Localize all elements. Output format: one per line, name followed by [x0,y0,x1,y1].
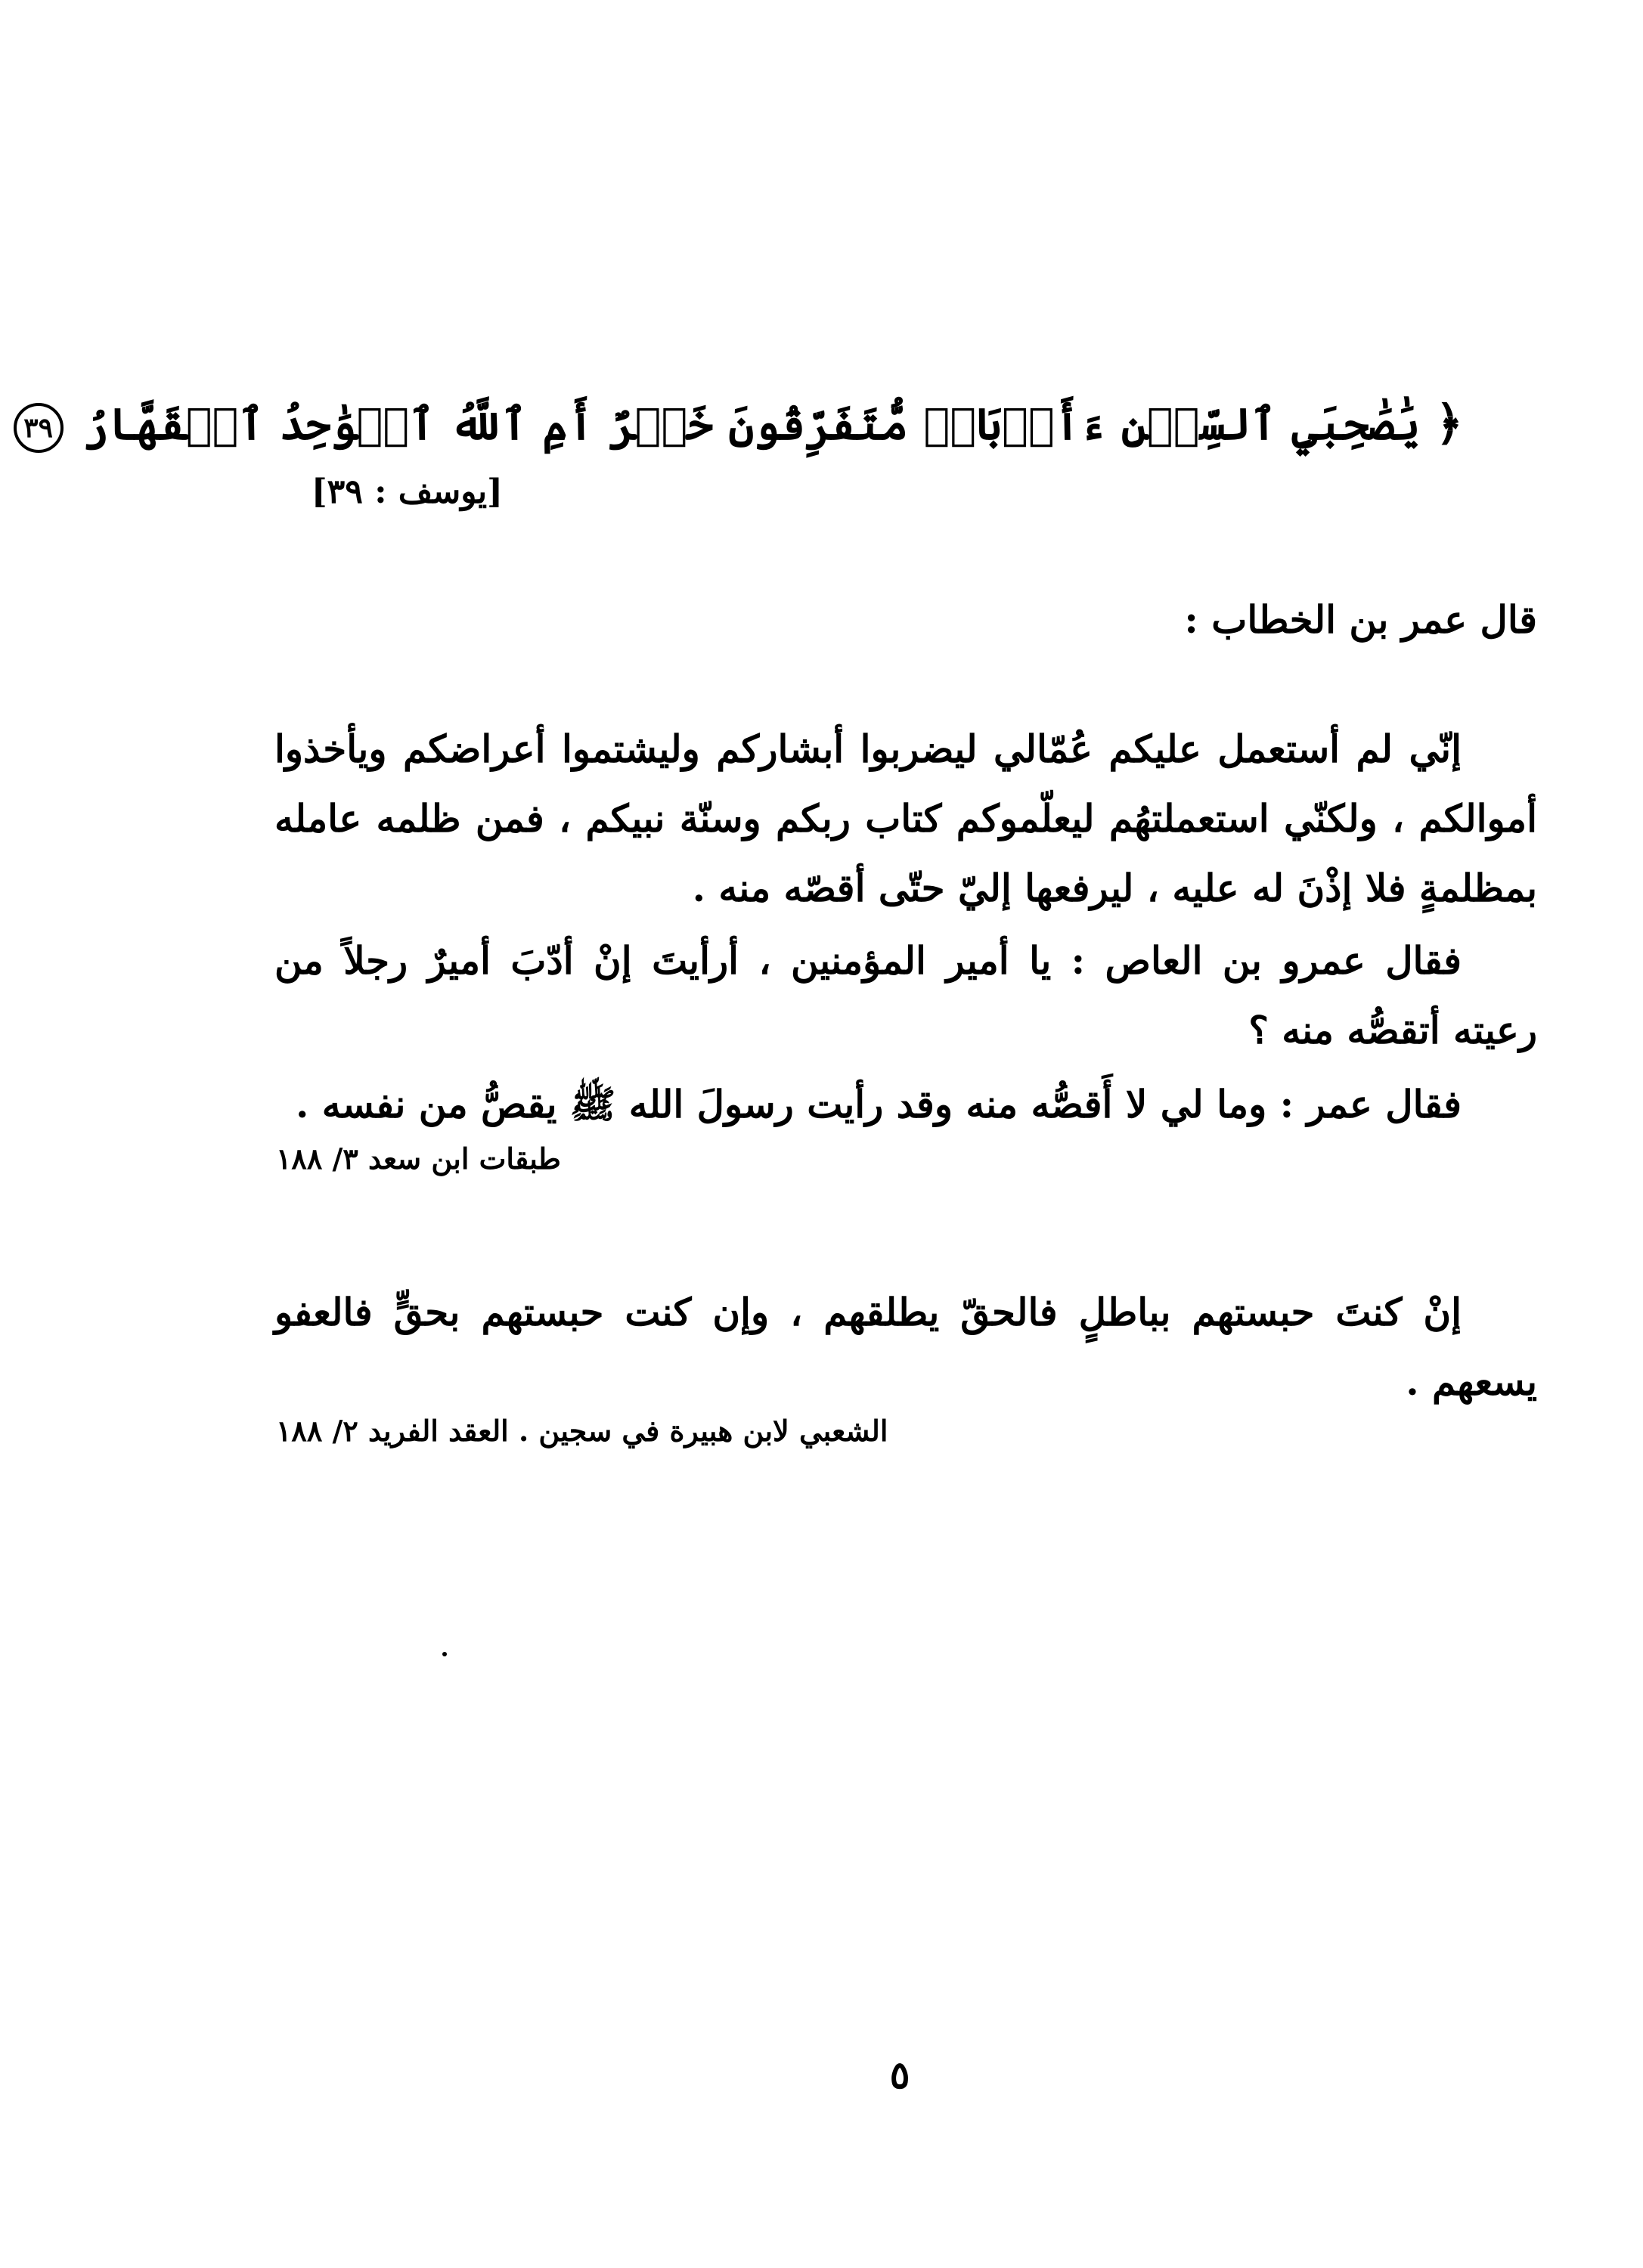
stray-ink-dot [442,1652,447,1656]
page-number: ٥ [889,2053,910,2097]
quote-paragraph-2: فقال عمرو بن العاص : يا أمير المؤمنين ، أرأيتَ إنْ أدّبَ أميرٌ رجلاً من رعيته أتقصُّه منه ؟ [274,938,1537,1052]
ayah-number-medallion: ٣٩ [14,403,64,453]
quote-paragraph-1: إنّي لم أستعمل عليكم عُمّالي ليضربوا أبشاركم وليشتموا أعراضكم ويأخذوا أموالكم ، ولكنّي استعملتهُم ليعلّموكم كتاب ربكم وسنّة نبيكم ، فمن ظلمه عامله بمظلمةٍ فلا إذْنَ له عليه ، ليرفعها إليّ حتّى أقصّه منه . [274,727,1537,910]
quote-paragraph-3: فقال عمر : وما لي لا أَقصُّه منه وقد رأيت رسولَ الله ﷺ يقصُّ من نفسه . [295,1082,1462,1126]
quote-paragraph-4: إنْ كنتَ حبستهم بباطلٍ فالحقّ يطلقهم ، وإن كنت حبستهم بحقٍّ فالعفو يسعهم . [274,1290,1537,1404]
verse-reference: [يوسف : ٣٩] [311,472,503,511]
source-citation-2: الشعبي لابن هبيرة في سجين . العقد الفريد ٢/ ١٨٨ [276,1414,888,1448]
speaker-heading: قال عمر بن الخطاب : [1184,597,1537,642]
verse-open-bracket: ﴿ [1435,395,1463,451]
source-citation-1: طبقات ابن سعد ٣/ ١٨٨ [276,1142,561,1176]
verse-text: يَٰصَٰحِبَيِ ٱلسِّجۡنِ ءَأَرۡبَابٞ مُّتَفَرِّقُونَ خَيۡرٌ أَمِ ٱللَّهُ ٱلۡوَٰحِدُ ٱلۡقَهَّارُ [82,398,1421,450]
quran-verse [23,389,1463,458]
